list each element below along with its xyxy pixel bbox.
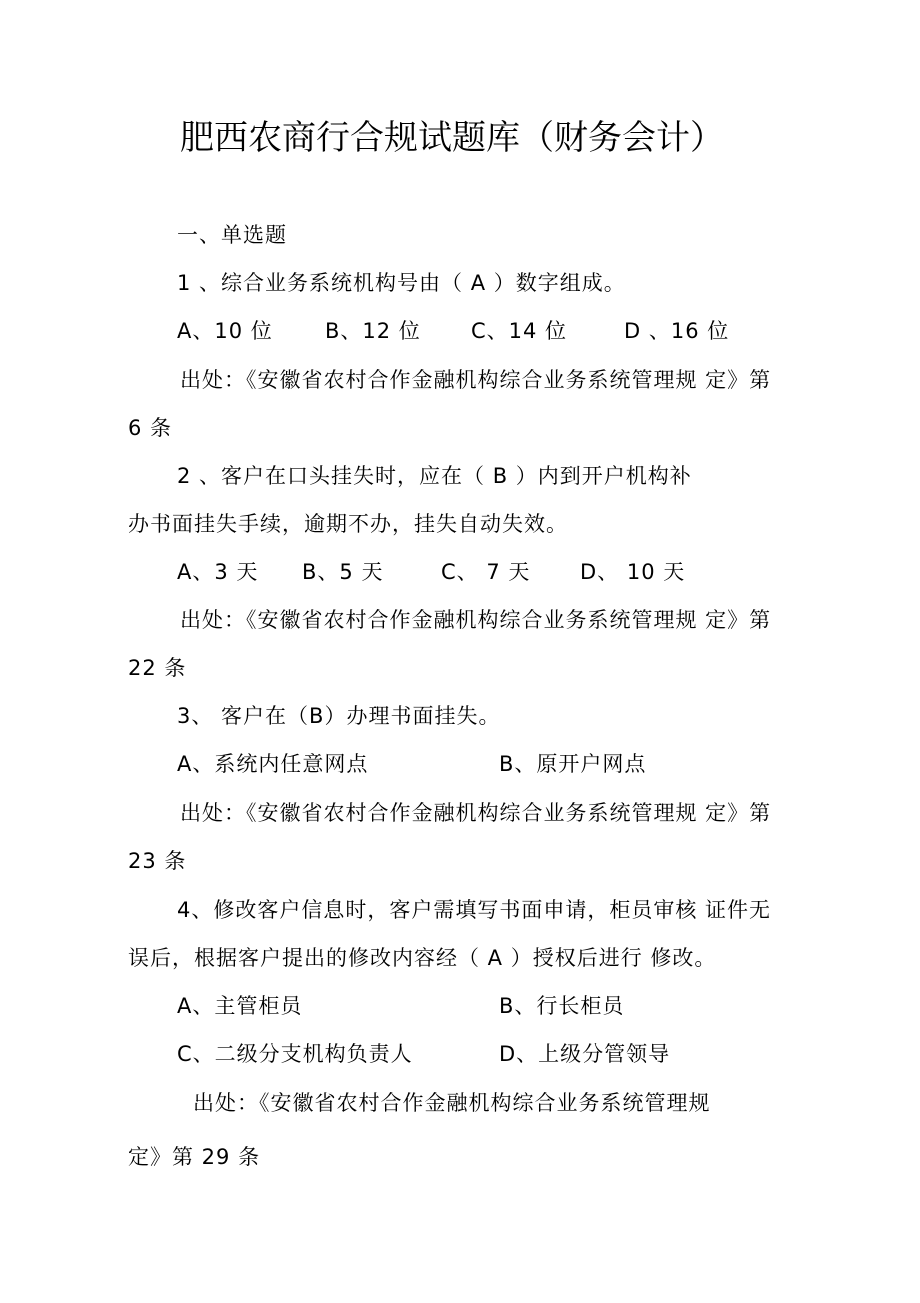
question-1-option-d: D 、16 位 [624,319,730,343]
question-2-option-b: B、5 天 [302,560,384,584]
question-2-source-cont: 22 条 [128,656,187,680]
question-3-stem: 3、 客户在（B）办理书面挂失。 [177,704,501,728]
question-1-source-cont: 6 条 [128,416,173,440]
question-4-option-d: D、上级分管领导 [499,1042,671,1066]
question-2-option-c: C、 7 天 [441,560,531,584]
question-3-source: 出处：《安徽省农村合作金融机构综合业务系统管理规 定》第 [180,801,772,825]
question-3-option-a: A、系统内任意网点 [177,752,369,776]
question-4-source: 出处：《安徽省农村合作金融机构综合业务系统管理规 [193,1091,711,1115]
document-title: 肥西农商行合规试题库（财务会计） [180,118,724,158]
question-2-source: 出处：《安徽省农村合作金融机构综合业务系统管理规 定》第 [180,608,772,632]
question-4-option-c: C、二级分支机构负责人 [177,1042,413,1066]
question-4-stem-cont: 误后，根据客户提出的修改内容经（ A ）授权后进行 修改。 [128,946,717,970]
question-2-stem-cont: 办书面挂失手续，逾期不办，挂失自动失效。 [128,512,568,536]
question-4-option-b: B、行长柜员 [499,994,625,1018]
question-4-source-cont: 定》第 29 条 [128,1145,261,1169]
question-1-source: 出处：《安徽省农村合作金融机构综合业务系统管理规 定》第 [180,368,772,392]
question-1-option-a: A、10 位 [177,319,273,343]
question-1-stem: 1 、综合业务系统机构号由（ A ）数字组成。 [177,271,626,295]
question-1-option-c: C、14 位 [471,319,568,343]
question-3-source-cont: 23 条 [128,849,187,873]
question-2-option-d: D、 10 天 [580,560,686,584]
question-3-option-b: B、原开户网点 [499,752,647,776]
question-2-option-a: A、3 天 [177,560,259,584]
question-1-option-b: B、12 位 [325,319,421,343]
question-2-stem: 2 、客户在口头挂失时，应在（ B ）内到开户机构补 [177,464,692,488]
question-4-stem: 4、修改客户信息时，客户需填写书面申请，柜员审核 证件无 [177,898,772,922]
question-4-option-a: A、主管柜员 [177,994,303,1018]
section-heading: 一、单选题 [177,223,287,247]
